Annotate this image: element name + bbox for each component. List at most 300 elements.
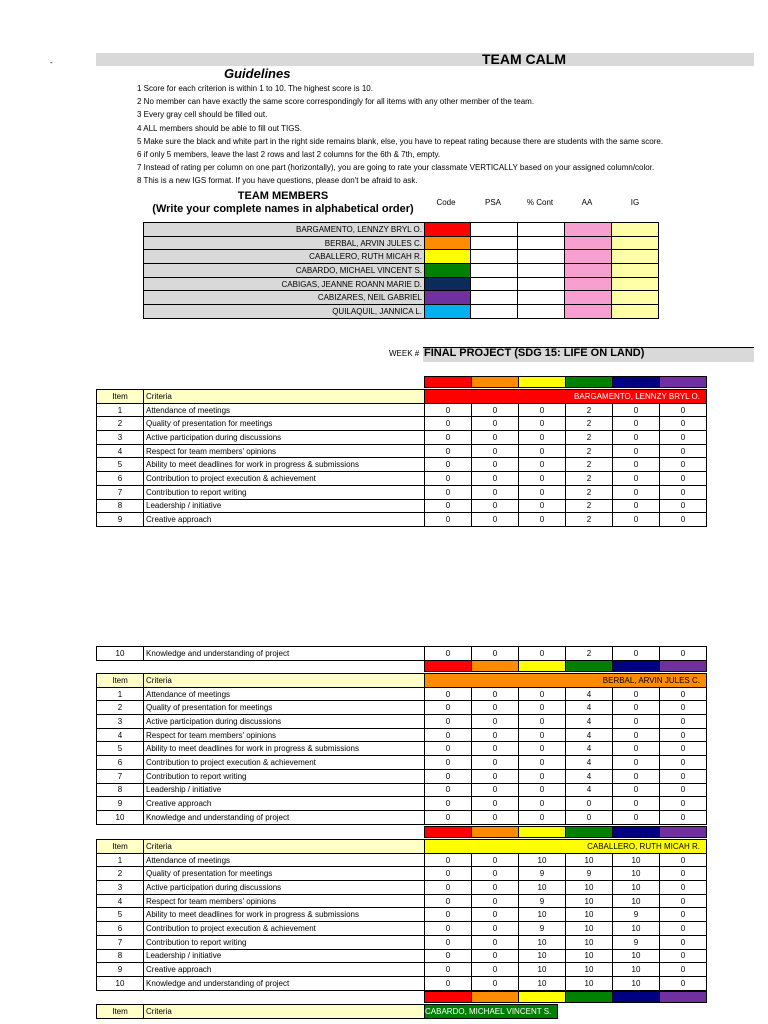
item-number: 1 <box>97 403 144 417</box>
score-cell[interactable]: 4 <box>566 742 613 756</box>
score-cell[interactable]: 0 <box>660 417 707 431</box>
score-cell[interactable]: 0 <box>472 431 519 445</box>
rated-member-name: CABALLERO, RUTH MICAH R. <box>425 840 707 854</box>
score-cell[interactable]: 0 <box>613 701 660 715</box>
score-cell[interactable]: 0 <box>472 922 519 936</box>
score-cell[interactable]: 2 <box>566 499 613 513</box>
score-cell[interactable]: 0 <box>660 881 707 895</box>
score-cell[interactable]: 0 <box>660 894 707 908</box>
score-cell[interactable]: 0 <box>660 867 707 881</box>
color-swatch <box>565 660 612 672</box>
member-name[interactable]: BARGAMENTO, LENNZY BRYL O. <box>144 223 425 237</box>
score-cell[interactable]: 0 <box>425 963 472 977</box>
score-cell[interactable]: 0 <box>660 458 707 472</box>
color-swatch <box>471 376 518 388</box>
score-cell[interactable]: 0 <box>660 976 707 990</box>
color-swatch-row <box>424 660 707 672</box>
criteria-row <box>97 403 707 417</box>
score-cell[interactable]: 0 <box>425 742 472 756</box>
score-cell[interactable]: 0 <box>472 687 519 701</box>
score-cell[interactable]: 2 <box>566 431 613 445</box>
score-cell[interactable]: 0 <box>613 742 660 756</box>
score-cell[interactable]: 10 <box>566 908 613 922</box>
score-cell[interactable]: 2 <box>566 444 613 458</box>
score-cell[interactable]: 0 <box>519 687 566 701</box>
score-cell[interactable]: 0 <box>425 756 472 770</box>
score-cell[interactable]: 0 <box>472 742 519 756</box>
member-row <box>144 291 659 305</box>
ig-cell[interactable] <box>612 236 659 250</box>
criteria-label: Contribution to project execution & achievement <box>144 472 425 486</box>
color-swatch <box>424 991 471 1003</box>
score-cell[interactable]: 0 <box>425 976 472 990</box>
criteria-row <box>97 472 707 486</box>
score-cell[interactable]: 0 <box>425 715 472 729</box>
score-cell[interactable]: 0 <box>660 403 707 417</box>
score-cell[interactable]: 0 <box>519 485 566 499</box>
color-swatch <box>612 660 659 672</box>
criteria-row <box>97 963 707 977</box>
score-cell[interactable]: 0 <box>613 431 660 445</box>
color-swatch <box>518 376 565 388</box>
page-title: TEAM CALM <box>482 51 566 67</box>
criteria-label: Quality of presentation for meetings <box>144 417 425 431</box>
criteria-row <box>97 949 707 963</box>
score-cell[interactable]: 10 <box>613 963 660 977</box>
score-cell[interactable]: 0 <box>519 403 566 417</box>
score-cell[interactable]: 10 <box>566 949 613 963</box>
member-name[interactable]: CABIZARES, NEIL GABRIEL <box>144 291 425 305</box>
score-cell[interactable]: 0 <box>472 701 519 715</box>
item-header: Item <box>97 674 144 688</box>
criteria-row <box>97 976 707 990</box>
score-cell[interactable]: 0 <box>425 949 472 963</box>
score-cell[interactable]: 4 <box>566 728 613 742</box>
score-cell[interactable]: 0 <box>472 949 519 963</box>
score-cell[interactable]: 0 <box>519 742 566 756</box>
score-cell[interactable]: 0 <box>425 687 472 701</box>
ig-cell[interactable] <box>612 291 659 305</box>
score-cell[interactable]: 2 <box>566 513 613 527</box>
criteria-header: Criteria <box>144 1005 425 1019</box>
aa-cell[interactable] <box>565 291 612 305</box>
score-cell[interactable]: 4 <box>566 756 613 770</box>
score-cell[interactable]: 0 <box>425 499 472 513</box>
score-cell[interactable]: 0 <box>519 756 566 770</box>
score-cell[interactable]: 0 <box>425 701 472 715</box>
criteria-label: Respect for team members' opinions <box>144 444 425 458</box>
score-cell[interactable]: 0 <box>660 935 707 949</box>
aa-cell[interactable] <box>565 264 612 278</box>
score-cell[interactable]: 0 <box>519 715 566 729</box>
score-cell[interactable]: 0 <box>660 431 707 445</box>
criteria-row <box>97 499 707 513</box>
score-cell[interactable]: 10 <box>566 976 613 990</box>
score-cell[interactable]: 0 <box>660 769 707 783</box>
color-swatch <box>518 991 565 1003</box>
score-cell[interactable]: 10 <box>566 894 613 908</box>
score-cell[interactable]: 10 <box>613 922 660 936</box>
percent-contribution-cell[interactable] <box>518 277 565 291</box>
score-cell[interactable]: 0 <box>472 485 519 499</box>
score-cell[interactable]: 0 <box>472 417 519 431</box>
member-row <box>144 264 659 278</box>
score-cell[interactable]: 0 <box>660 647 707 661</box>
score-cell[interactable]: 0 <box>425 417 472 431</box>
score-cell[interactable]: 0 <box>519 701 566 715</box>
criteria-table <box>96 1004 558 1019</box>
score-cell[interactable]: 0 <box>613 769 660 783</box>
score-cell[interactable]: 0 <box>660 499 707 513</box>
score-cell[interactable]: 0 <box>519 810 566 824</box>
score-cell[interactable]: 0 <box>472 867 519 881</box>
score-cell[interactable]: 0 <box>613 797 660 811</box>
member-color-code <box>425 236 471 250</box>
guideline-item: 5 Make sure the black and white part in the right side remains blank, else, you have to repeat rating because there are students with the same score. <box>137 136 664 146</box>
criteria-row <box>97 687 707 701</box>
guidelines-list <box>137 82 707 188</box>
score-cell[interactable]: 0 <box>660 687 707 701</box>
score-cell[interactable]: 10 <box>566 853 613 867</box>
score-cell[interactable]: 0 <box>472 810 519 824</box>
score-cell[interactable]: 0 <box>425 444 472 458</box>
score-cell[interactable]: 0 <box>519 769 566 783</box>
score-cell[interactable]: 0 <box>472 458 519 472</box>
criteria-label: Contribution to project execution & achievement <box>144 756 425 770</box>
score-cell[interactable]: 0 <box>472 769 519 783</box>
score-cell[interactable]: 0 <box>519 499 566 513</box>
score-cell[interactable]: 0 <box>425 783 472 797</box>
score-cell[interactable]: 0 <box>472 444 519 458</box>
color-swatch <box>659 376 707 388</box>
item-number: 6 <box>97 922 144 936</box>
score-cell[interactable]: 10 <box>566 963 613 977</box>
score-cell[interactable]: 10 <box>566 922 613 936</box>
score-cell[interactable]: 0 <box>472 499 519 513</box>
criteria-label: Creative approach <box>144 513 425 527</box>
score-cell[interactable]: 0 <box>660 853 707 867</box>
score-cell[interactable]: 0 <box>472 908 519 922</box>
score-cell[interactable]: 10 <box>613 894 660 908</box>
criteria-table <box>96 646 707 661</box>
percent-contribution-cell[interactable] <box>518 250 565 264</box>
score-cell[interactable]: 0 <box>519 647 566 661</box>
score-cell[interactable]: 0 <box>519 431 566 445</box>
criteria-row <box>97 935 707 949</box>
member-name[interactable]: CABIGAS, JEANNE ROANN MARIE D. <box>144 277 425 291</box>
color-swatch <box>565 376 612 388</box>
score-cell[interactable]: 0 <box>472 976 519 990</box>
aa-cell[interactable] <box>565 250 612 264</box>
score-cell[interactable]: 0 <box>425 485 472 499</box>
score-cell[interactable]: 0 <box>425 853 472 867</box>
ig-cell[interactable] <box>612 264 659 278</box>
score-cell[interactable]: 0 <box>613 715 660 729</box>
criteria-label: Knowledge and understanding of project <box>144 647 425 661</box>
percent-contribution-cell[interactable] <box>518 236 565 250</box>
score-cell[interactable]: 0 <box>519 728 566 742</box>
item-number: 7 <box>97 935 144 949</box>
score-cell[interactable]: 4 <box>566 769 613 783</box>
score-cell[interactable]: 10 <box>519 908 566 922</box>
score-cell[interactable]: 10 <box>566 935 613 949</box>
project-title[interactable]: FINAL PROJECT (SDG 15: LIFE ON LAND) <box>424 347 645 359</box>
ig-cell[interactable] <box>612 223 659 237</box>
criteria-header: Criteria <box>144 840 425 854</box>
score-cell[interactable]: 0 <box>613 417 660 431</box>
score-cell[interactable]: 0 <box>660 485 707 499</box>
score-cell[interactable]: 0 <box>425 647 472 661</box>
criteria-label: Attendance of meetings <box>144 687 425 701</box>
aa-cell[interactable] <box>565 305 612 319</box>
score-cell[interactable]: 0 <box>660 715 707 729</box>
item-number: 3 <box>97 715 144 729</box>
psa-cell[interactable] <box>471 264 518 278</box>
criteria-row <box>97 908 707 922</box>
member-name[interactable]: CABALLERO, RUTH MICAH R. <box>144 250 425 264</box>
column-header-cont: % Cont <box>526 198 554 207</box>
color-swatch <box>518 826 565 838</box>
aa-cell[interactable] <box>565 223 612 237</box>
rated-member-name: BERBAL, ARVIN JULES C. <box>425 674 707 688</box>
score-cell[interactable]: 0 <box>425 922 472 936</box>
score-cell[interactable]: 0 <box>472 797 519 811</box>
score-cell[interactable]: 0 <box>613 499 660 513</box>
score-cell[interactable]: 2 <box>566 472 613 486</box>
score-cell[interactable]: 0 <box>566 797 613 811</box>
team-members-title: TEAM MEMBERS <box>237 190 329 202</box>
psa-cell[interactable] <box>471 236 518 250</box>
score-cell[interactable]: 0 <box>425 728 472 742</box>
criteria-label: Respect for team members' opinions <box>144 728 425 742</box>
score-cell[interactable]: 0 <box>472 756 519 770</box>
score-cell[interactable]: 0 <box>660 922 707 936</box>
score-cell[interactable]: 0 <box>613 444 660 458</box>
score-cell[interactable]: 0 <box>425 881 472 895</box>
score-cell[interactable]: 0 <box>425 797 472 811</box>
score-cell[interactable]: 0 <box>519 444 566 458</box>
percent-contribution-cell[interactable] <box>518 305 565 319</box>
percent-contribution-cell[interactable] <box>518 223 565 237</box>
criteria-row <box>97 922 707 936</box>
score-cell[interactable]: 2 <box>566 647 613 661</box>
item-number: 6 <box>97 472 144 486</box>
score-cell[interactable]: 4 <box>566 783 613 797</box>
stray-mark: - <box>50 58 53 67</box>
score-cell[interactable]: 0 <box>613 472 660 486</box>
score-cell[interactable]: 0 <box>425 894 472 908</box>
percent-contribution-cell[interactable] <box>518 264 565 278</box>
score-cell[interactable]: 0 <box>472 894 519 908</box>
aa-cell[interactable] <box>565 236 612 250</box>
score-cell[interactable]: 0 <box>613 687 660 701</box>
color-swatch <box>518 660 565 672</box>
member-name[interactable]: BERBAL, ARVIN JULES C. <box>144 236 425 250</box>
item-number: 4 <box>97 444 144 458</box>
score-cell[interactable]: 0 <box>472 472 519 486</box>
score-cell[interactable]: 0 <box>472 715 519 729</box>
criteria-label: Quality of presentation for meetings <box>144 701 425 715</box>
score-cell[interactable]: 10 <box>519 881 566 895</box>
psa-cell[interactable] <box>471 277 518 291</box>
score-cell[interactable]: 10 <box>613 881 660 895</box>
score-cell[interactable]: 0 <box>425 513 472 527</box>
score-cell[interactable]: 0 <box>519 513 566 527</box>
member-color-code <box>425 223 471 237</box>
score-cell[interactable]: 0 <box>613 783 660 797</box>
score-cell[interactable]: 0 <box>472 853 519 867</box>
color-swatch-row <box>424 376 707 388</box>
criteria-row <box>97 701 707 715</box>
score-cell[interactable]: 0 <box>660 797 707 811</box>
item-number: 5 <box>97 742 144 756</box>
score-cell[interactable]: 2 <box>566 485 613 499</box>
score-cell[interactable]: 0 <box>472 403 519 417</box>
score-cell[interactable]: 9 <box>519 867 566 881</box>
score-cell[interactable]: 10 <box>613 867 660 881</box>
ig-cell[interactable] <box>612 305 659 319</box>
item-number: 5 <box>97 458 144 472</box>
score-cell[interactable]: 0 <box>660 908 707 922</box>
score-cell[interactable]: 0 <box>472 513 519 527</box>
ig-cell[interactable] <box>612 277 659 291</box>
item-number: 1 <box>97 853 144 867</box>
criteria-label: Active participation during discussions <box>144 881 425 895</box>
guideline-item: 2 No member can have exactly the same score correspondingly for all items with any other member of the team. <box>137 97 535 107</box>
score-cell[interactable]: 0 <box>660 783 707 797</box>
ig-cell[interactable] <box>612 250 659 264</box>
criteria-row <box>97 797 707 811</box>
score-cell[interactable]: 10 <box>566 881 613 895</box>
psa-cell[interactable] <box>471 223 518 237</box>
score-cell[interactable]: 0 <box>613 513 660 527</box>
score-cell[interactable]: 0 <box>472 935 519 949</box>
score-cell[interactable]: 0 <box>613 810 660 824</box>
score-cell[interactable]: 0 <box>472 728 519 742</box>
color-swatch <box>659 991 707 1003</box>
member-name[interactable]: QUILAQUIL, JANNICA L. <box>144 305 425 319</box>
score-cell[interactable]: 0 <box>660 756 707 770</box>
criteria-header-row <box>97 1005 558 1019</box>
score-cell[interactable]: 9 <box>566 867 613 881</box>
score-cell[interactable]: 0 <box>425 810 472 824</box>
percent-contribution-cell[interactable] <box>518 291 565 305</box>
score-cell[interactable]: 0 <box>660 810 707 824</box>
score-cell[interactable]: 10 <box>519 976 566 990</box>
score-cell[interactable]: 10 <box>613 853 660 867</box>
member-name[interactable]: CABARDO, MICHAEL VINCENT S. <box>144 264 425 278</box>
score-cell[interactable]: 0 <box>519 417 566 431</box>
score-cell[interactable]: 0 <box>519 472 566 486</box>
criteria-row <box>97 444 707 458</box>
criteria-label: Attendance of meetings <box>144 853 425 867</box>
score-cell[interactable]: 0 <box>472 963 519 977</box>
score-cell[interactable]: 2 <box>566 417 613 431</box>
score-cell[interactable]: 9 <box>613 908 660 922</box>
score-cell[interactable]: 2 <box>566 403 613 417</box>
score-cell[interactable]: 0 <box>660 963 707 977</box>
score-cell[interactable]: 0 <box>613 647 660 661</box>
criteria-row <box>97 715 707 729</box>
score-cell[interactable]: 0 <box>660 513 707 527</box>
score-cell[interactable]: 0 <box>660 742 707 756</box>
score-cell[interactable]: 9 <box>519 922 566 936</box>
score-cell[interactable]: 2 <box>566 458 613 472</box>
score-cell[interactable]: 0 <box>425 908 472 922</box>
color-swatch <box>612 991 659 1003</box>
score-cell[interactable]: 0 <box>660 444 707 458</box>
score-cell[interactable]: 0 <box>472 647 519 661</box>
item-number: 6 <box>97 756 144 770</box>
score-cell[interactable]: 0 <box>425 458 472 472</box>
guideline-item: 1 Score for each criterion is within 1 to 10. The highest score is 10. <box>137 84 373 93</box>
score-cell[interactable]: 0 <box>425 431 472 445</box>
score-cell[interactable]: 10 <box>519 853 566 867</box>
color-swatch <box>424 826 471 838</box>
score-cell[interactable]: 9 <box>519 894 566 908</box>
aa-cell[interactable] <box>565 277 612 291</box>
score-cell[interactable]: 0 <box>613 728 660 742</box>
score-cell[interactable]: 0 <box>472 783 519 797</box>
psa-cell[interactable] <box>471 305 518 319</box>
item-number: 8 <box>97 499 144 513</box>
item-number: 9 <box>97 963 144 977</box>
psa-cell[interactable] <box>471 291 518 305</box>
color-swatch <box>565 991 612 1003</box>
score-cell[interactable]: 0 <box>660 701 707 715</box>
psa-cell[interactable] <box>471 250 518 264</box>
score-cell[interactable]: 0 <box>613 458 660 472</box>
score-cell[interactable]: 0 <box>425 935 472 949</box>
score-cell[interactable]: 10 <box>613 949 660 963</box>
score-cell[interactable]: 0 <box>660 728 707 742</box>
color-swatch <box>659 826 707 838</box>
score-cell[interactable]: 0 <box>425 403 472 417</box>
score-cell[interactable]: 0 <box>425 769 472 783</box>
score-cell[interactable]: 9 <box>613 935 660 949</box>
score-cell[interactable]: 0 <box>613 756 660 770</box>
item-header: Item <box>97 1005 144 1019</box>
score-cell[interactable]: 0 <box>425 472 472 486</box>
score-cell[interactable]: 10 <box>519 949 566 963</box>
item-number: 3 <box>97 431 144 445</box>
team-members-heading <box>140 190 426 216</box>
score-cell[interactable]: 0 <box>613 485 660 499</box>
score-cell[interactable]: 0 <box>519 797 566 811</box>
score-cell[interactable]: 4 <box>566 687 613 701</box>
score-cell[interactable]: 10 <box>613 976 660 990</box>
score-cell[interactable]: 0 <box>613 403 660 417</box>
score-cell[interactable]: 0 <box>472 881 519 895</box>
criteria-header-row <box>97 674 707 688</box>
guideline-item: 6 if only 5 members, leave the last 2 rows and last 2 columns for the 6th & 7th, empty. <box>137 150 441 160</box>
criteria-label: Attendance of meetings <box>144 403 425 417</box>
score-cell[interactable]: 0 <box>566 810 613 824</box>
guideline-item: 7 Instead of rating per column on one part (horizontally), you are going to rate your classmate VERTICALLY based on your assigned column/color. <box>137 163 655 173</box>
score-cell[interactable]: 0 <box>660 949 707 963</box>
item-number: 10 <box>97 647 144 661</box>
score-cell[interactable]: 0 <box>519 783 566 797</box>
item-number: 1 <box>97 687 144 701</box>
score-cell[interactable]: 10 <box>519 963 566 977</box>
score-cell[interactable]: 4 <box>566 715 613 729</box>
score-cell[interactable]: 10 <box>519 935 566 949</box>
score-cell[interactable]: 0 <box>660 472 707 486</box>
score-cell[interactable]: 0 <box>425 867 472 881</box>
color-swatch <box>565 826 612 838</box>
score-cell[interactable]: 0 <box>519 458 566 472</box>
score-cell[interactable]: 4 <box>566 701 613 715</box>
